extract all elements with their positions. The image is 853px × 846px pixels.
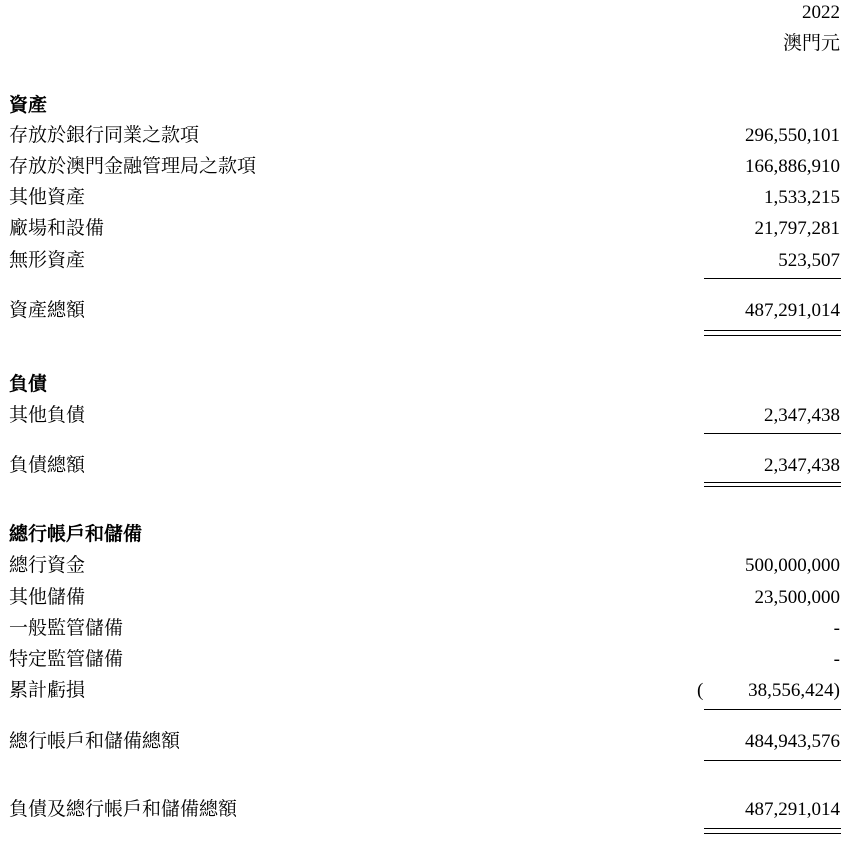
double-rule-bottom <box>704 486 841 487</box>
assets-row-value: 1,533,215 <box>764 187 840 208</box>
assets-row-value: 166,886,910 <box>745 156 840 177</box>
assets-row-label: 廠場和設備 <box>9 218 105 239</box>
head-office-row-label: 累計虧損 <box>9 680 86 701</box>
open-parenthesis: ( <box>697 680 704 701</box>
head-office-row-label: 總行資金 <box>9 555 86 576</box>
head-office-heading: 總行帳戶和儲備 <box>9 524 143 545</box>
double-rule-top <box>704 482 841 483</box>
subtotal-rule <box>704 278 841 279</box>
assets-row-label: 存放於澳門金融管理局之款項 <box>9 156 257 177</box>
assets-total-label: 資產總額 <box>9 300 86 321</box>
double-rule-bottom <box>704 335 841 336</box>
assets-heading: 資產 <box>9 95 48 116</box>
head-office-row-value: - <box>833 649 840 670</box>
assets-row-value: 523,507 <box>778 250 840 271</box>
liabilities-total-value: 2,347,438 <box>764 455 840 476</box>
double-rule-top <box>704 330 841 331</box>
grand-total-label: 負債及總行帳戶和儲備總額 <box>9 799 238 820</box>
head-office-row-label: 其他儲備 <box>9 587 86 608</box>
subtotal-rule <box>704 433 841 434</box>
head-office-total-value: 484,943,576 <box>745 731 840 752</box>
head-office-row-value: - <box>833 618 840 639</box>
assets-row-label: 其他資產 <box>9 187 86 208</box>
liabilities-total-label: 負債總額 <box>9 455 86 476</box>
double-rule-bottom <box>704 833 841 834</box>
head-office-row-label: 特定監管儲備 <box>9 649 124 670</box>
liabilities-row-label: 其他負債 <box>9 405 86 426</box>
subtotal-rule <box>704 709 841 710</box>
head-office-row-value: 38,556,424) <box>748 680 840 701</box>
assets-row-label: 存放於銀行同業之款項 <box>9 125 200 146</box>
assets-total-value: 487,291,014 <box>745 300 840 321</box>
head-office-row-value: 500,000,000 <box>745 555 840 576</box>
head-office-row-value: 23,500,000 <box>754 587 840 608</box>
head-office-row-label: 一般監管儲備 <box>9 618 124 639</box>
year-header: 2022 <box>802 2 840 23</box>
double-rule-top <box>704 828 841 829</box>
subtotal-rule <box>704 760 841 761</box>
liabilities-heading: 負債 <box>9 374 48 395</box>
grand-total-value: 487,291,014 <box>745 799 840 820</box>
head-office-total-label: 總行帳戶和儲備總額 <box>9 731 181 752</box>
currency-header: 澳門元 <box>782 33 840 54</box>
assets-row-value: 21,797,281 <box>754 218 840 239</box>
assets-row-value: 296,550,101 <box>745 125 840 146</box>
assets-row-label: 無形資產 <box>9 250 86 271</box>
liabilities-row-value: 2,347,438 <box>764 405 840 426</box>
